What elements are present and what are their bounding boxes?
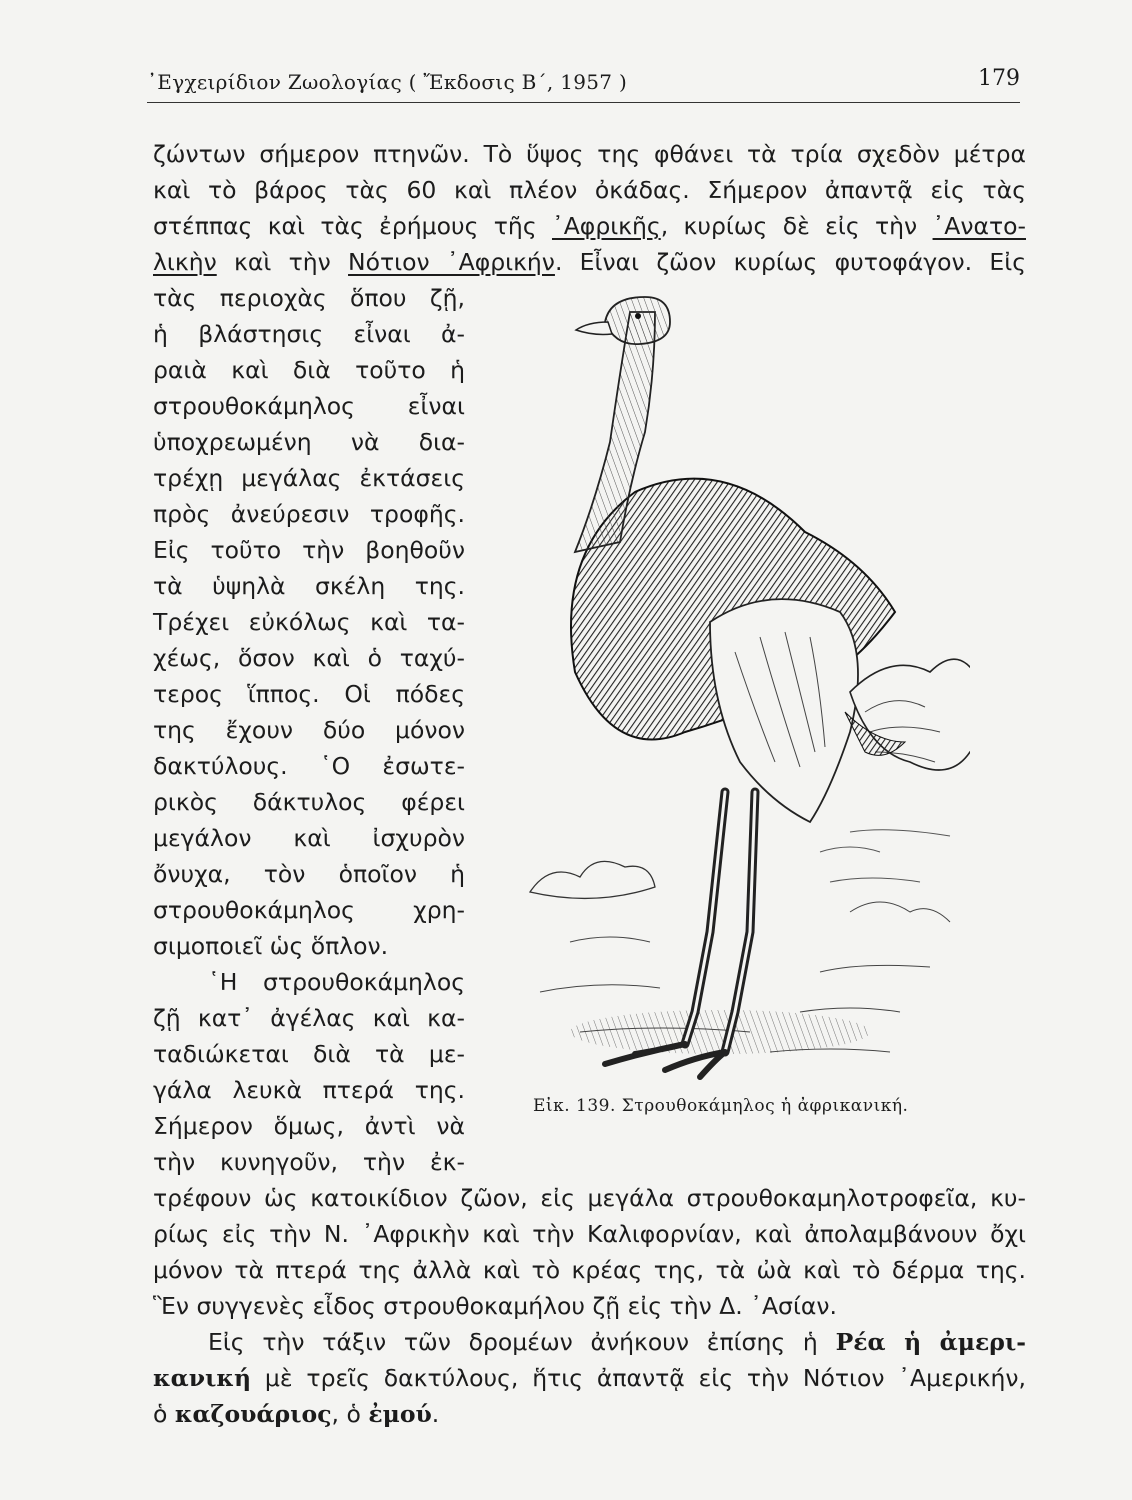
ostrich-illustration <box>520 292 970 1082</box>
narrow-text-line: τὴν κυνηγοῦν, τὴν ἐκ- <box>153 1148 465 1176</box>
narrow-text-line: ὄνυχα, τὸν ὁποῖον ἡ <box>153 860 465 888</box>
text-line: καὶ τὸ βάρος τὰς 60 καὶ πλέον ὀκάδας. Σήμερον ἀπαντᾷ εἰς τὰς <box>153 176 1026 204</box>
narrow-text-line: Εἰς τοῦτο τὴν βοηθοῦν <box>153 536 465 564</box>
narrow-text-line: σιμοποιεῖ ὡς ὅπλον. <box>153 932 389 960</box>
page-number: 179 <box>978 66 1020 91</box>
text-line: λικὴν καὶ τὴν Νότιον ᾽Αφρικήν. Εἶναι ζῶον κυρίως φυτοφάγον. Εἰς <box>153 248 1026 276</box>
narrow-text-line: ραιὰ καὶ διὰ τοῦτο ἡ <box>153 356 465 384</box>
running-header <box>147 66 1020 103</box>
bold-term: ἐμού <box>368 1400 432 1428</box>
narrow-text-line: Σήμερον ὅμως, ἀντὶ νὰ <box>153 1112 465 1140</box>
running-title: ᾽Εγχειρίδιον Ζωολογίας ( Ἔκδοσις Β΄, 1957 ) <box>147 70 628 94</box>
bold-term: καζουάριος <box>174 1400 332 1428</box>
narrow-text-line: τρέχῃ μεγάλας ἐκτάσεις <box>153 464 465 492</box>
narrow-text-line: ῾Η στρουθοκάμηλος <box>208 968 465 996</box>
narrow-text-line: στρουθοκάμηλος χρη- <box>153 896 465 924</box>
narrow-text-line: ρικὸς δάκτυλος φέρει <box>153 788 465 816</box>
figure-caption: Εἰκ. 139. Στρουθοκάμηλος ἡ ἀφρικανική. <box>533 1096 909 1116</box>
narrow-text-line: ταδιώκεται διὰ τὰ με- <box>153 1040 465 1068</box>
narrow-text-line: τὰς περιοχὰς ὅπου ζῇ, <box>153 284 465 312</box>
underlined-term: ᾽Ανατο- <box>932 212 1026 240</box>
narrow-text-line: Τρέχει εὐκόλως καὶ τα- <box>153 608 465 636</box>
narrow-text-line: ὑποχρεωμένη νὰ δια- <box>153 428 465 456</box>
narrow-text-line: μεγάλον καὶ ἰσχυρὸν <box>153 824 465 852</box>
narrow-text-line: ζῇ κατ᾽ ἀγέλας καὶ κα- <box>153 1004 465 1032</box>
underlined-term: ᾽Αφρικῆς <box>551 212 661 240</box>
text-line: ὁ καζουάριος, ὁ ἐμού. <box>153 1400 440 1428</box>
narrow-text-line: πρὸς ἀνεύρεσιν τροφῆς. <box>153 500 465 528</box>
narrow-text-line: γάλα λευκὰ πτερά της. <box>153 1076 465 1104</box>
text-line: ρίως εἰς τὴν Ν. ᾽Αφρικὴν καὶ τὴν Καλιφορνίαν, καὶ ἀπολαμβάνουν ὄχι <box>153 1220 1026 1248</box>
text-line: Εἰς τὴν τάξιν τῶν δρομέων ἀνήκουν ἐπίσης ἡ Ρέα ἡ ἀμερι- <box>208 1328 1026 1356</box>
text-line: ζώντων σήμερον πτηνῶν. Τὸ ὕψος της φθάνει τὰ τρία σχεδὸν μέτρα <box>153 140 1026 168</box>
narrow-text-line: τὰ ὑψηλὰ σκέλη της. <box>153 572 465 600</box>
text-line: στέππας καὶ τὰς ἐρήμους τῆς ᾽Αφρικῆς, κυρίως δὲ εἰς τὴν ᾽Ανατο- <box>153 212 1026 240</box>
bold-term: Ρέα ἡ ἀμερι- <box>835 1328 1026 1356</box>
eye-icon <box>635 313 641 319</box>
bold-term: κανική <box>153 1364 252 1392</box>
narrow-text-line: τερος ἵππος. Οἱ πόδες <box>153 680 465 708</box>
text-line: τρέφουν ὡς κατοικίδιον ζῶον, εἰς μεγάλα στρουθοκαμηλοτροφεῖα, κυ- <box>153 1184 1026 1212</box>
text-line: μόνον τὰ πτερά της ἀλλὰ καὶ τὸ κρέας της, τὰ ὠὰ καὶ τὸ δέρμα της. <box>153 1256 1026 1284</box>
narrow-text-line: δακτύλους. ῾Ο ἐσωτε- <box>153 752 465 780</box>
narrow-text-line: χέως, ὅσον καὶ ὁ ταχύ- <box>153 644 465 672</box>
narrow-text-line: ἡ βλάστησις εἶναι ἀ- <box>153 320 465 348</box>
underlined-term: λικὴν <box>153 248 217 276</box>
narrow-text-line: της ἔχουν δύο μόνον <box>153 716 465 744</box>
underlined-term: Νότιον ᾽Αφρικήν <box>348 248 555 276</box>
narrow-text-line: στρουθοκάμηλος εἶναι <box>153 392 465 420</box>
text-line: Ἓν συγγενὲς εἶδος στρουθοκαμήλου ζῇ εἰς τὴν Δ. ᾽Ασίαν. <box>153 1292 837 1320</box>
text-line: κανική μὲ τρεῖς δακτύλους, ἥτις ἀπαντᾷ εἰς τὴν Νότιον ᾽Αμερικήν, <box>153 1364 1026 1392</box>
